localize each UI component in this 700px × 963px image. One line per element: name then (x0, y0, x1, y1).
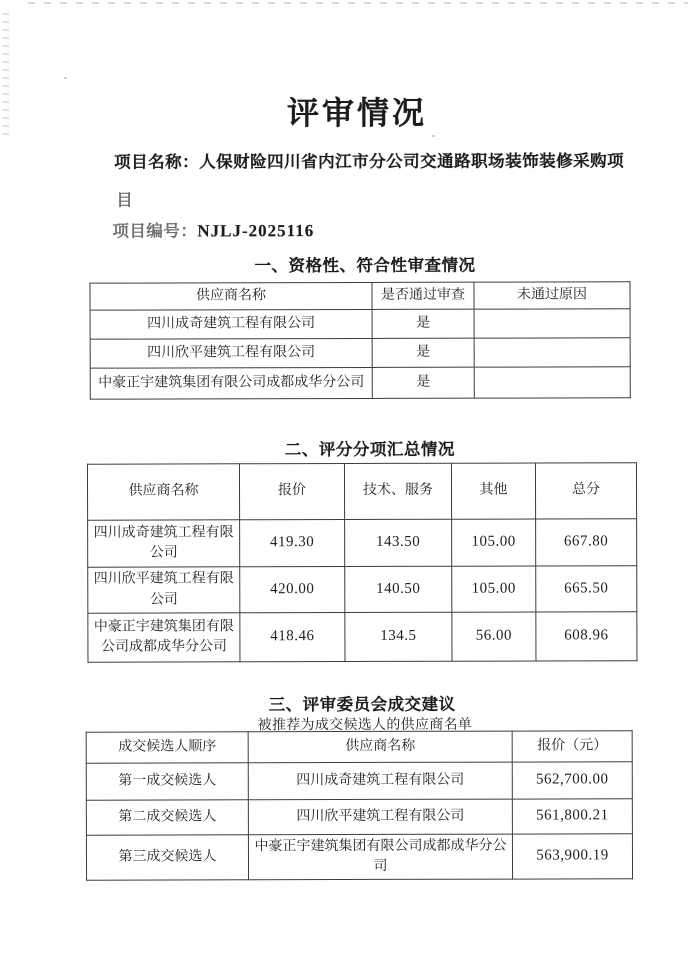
header-candidate-rank: 成交候选人顺序 (86, 732, 248, 763)
qualification-review-table (89, 281, 630, 399)
price-score-cell: 420.00 (240, 567, 345, 613)
passed-cell: 是 (372, 367, 474, 398)
fail-reason-cell (474, 309, 630, 338)
header-fail-reason: 未通过原因 (474, 282, 630, 309)
supplier-name-cell: 中豪正宇建筑集团有限公司成都成华分公司 (88, 613, 240, 662)
table-row (90, 338, 630, 368)
supplier-name-cell: 四川成奇建筑工程有限公司 (88, 520, 240, 567)
recommendation-subtitle: 被推荐为成交候选人的供应商名单 (257, 717, 473, 734)
candidate-rank-cell: 第三成交候选人 (86, 835, 248, 880)
other-score-cell: 105.00 (452, 519, 536, 566)
fail-reason-cell (474, 338, 630, 367)
passed-cell: 是 (372, 309, 474, 338)
header-supplier-name: 供应商名称 (248, 731, 512, 763)
tech-service-cell: 140.50 (345, 566, 452, 612)
table-row (90, 309, 630, 339)
header-tech-service: 技术、服务 (344, 463, 451, 519)
supplier-name-cell: 四川成奇建筑工程有限公司 (248, 762, 512, 800)
total-score-cell: 608.96 (536, 612, 637, 661)
price-score-cell: 418.46 (240, 613, 345, 662)
table-row (88, 566, 637, 613)
header-price-score: 报价 (239, 464, 344, 520)
quote-price-cell: 563,900.19 (512, 834, 632, 879)
supplier-name-cell: 中豪正宇建筑集团有限公司成都成华分公司 (248, 834, 512, 880)
table-row (88, 519, 637, 567)
fail-reason-cell (474, 367, 630, 398)
total-score-cell: 667.80 (536, 519, 637, 566)
project-number-label: 项目编号： (112, 221, 198, 241)
header-other: 其他 (451, 463, 535, 519)
quote-price-cell: 561,800.21 (512, 799, 632, 834)
project-name-label: 项目名称： (114, 152, 200, 172)
section2-heading: 二、评分分项汇总情况 (284, 439, 455, 460)
other-score-cell: 105.00 (452, 566, 536, 612)
table-row (86, 799, 632, 835)
table-header-row (90, 282, 630, 310)
project-name-line (114, 147, 624, 172)
quote-price-cell: 562,700.00 (512, 762, 632, 799)
score-summary-table (87, 462, 638, 662)
header-supplier-name: 供应商名称 (87, 464, 239, 520)
table-row (86, 762, 632, 800)
total-score-cell: 665.50 (536, 566, 637, 612)
table-header-row (87, 463, 636, 520)
project-number-value: NJLJ-2025116 (197, 221, 315, 241)
table-row (88, 612, 637, 662)
project-name-continuation: 目 (116, 190, 134, 210)
tech-service-cell: 134.5 (345, 612, 452, 661)
document-title: 评审情况 (286, 94, 428, 132)
other-score-cell: 56.00 (452, 612, 536, 661)
supplier-name-cell: 四川欣平建筑工程有限公司 (248, 799, 512, 835)
project-name-value: 人保财险四川省内江市分公司交通路职场装饰装修采购项 (199, 151, 625, 172)
candidate-rank-cell: 第一成交候选人 (86, 763, 248, 800)
table-row (86, 834, 632, 880)
section3-heading: 三、评审委员会成交建议 (268, 694, 456, 715)
table-header-row (86, 731, 632, 763)
header-passed-review: 是否通过审查 (372, 282, 474, 309)
supplier-name-cell: 四川欣平建筑工程有限公司 (90, 338, 372, 368)
passed-cell: 是 (372, 338, 474, 367)
header-supplier-name: 供应商名称 (90, 282, 372, 310)
table-row (90, 367, 630, 399)
candidate-recommendation-table (86, 730, 633, 880)
candidate-rank-cell: 第二成交候选人 (86, 800, 248, 835)
section1-heading: 一、资格性、符合性审查情况 (254, 255, 476, 276)
header-total-score: 总分 (535, 463, 636, 519)
supplier-name-cell: 四川成奇建筑工程有限公司 (90, 309, 372, 339)
supplier-name-cell: 中豪正宇建筑集团有限公司成都成华分公司 (90, 367, 372, 399)
supplier-name-cell: 四川欣平建筑工程有限公司 (88, 567, 240, 613)
header-quote-price: 报价（元） (512, 731, 632, 762)
tech-service-cell: 143.50 (345, 519, 452, 566)
price-score-cell: 419.30 (240, 520, 345, 567)
project-number-line (112, 217, 314, 242)
